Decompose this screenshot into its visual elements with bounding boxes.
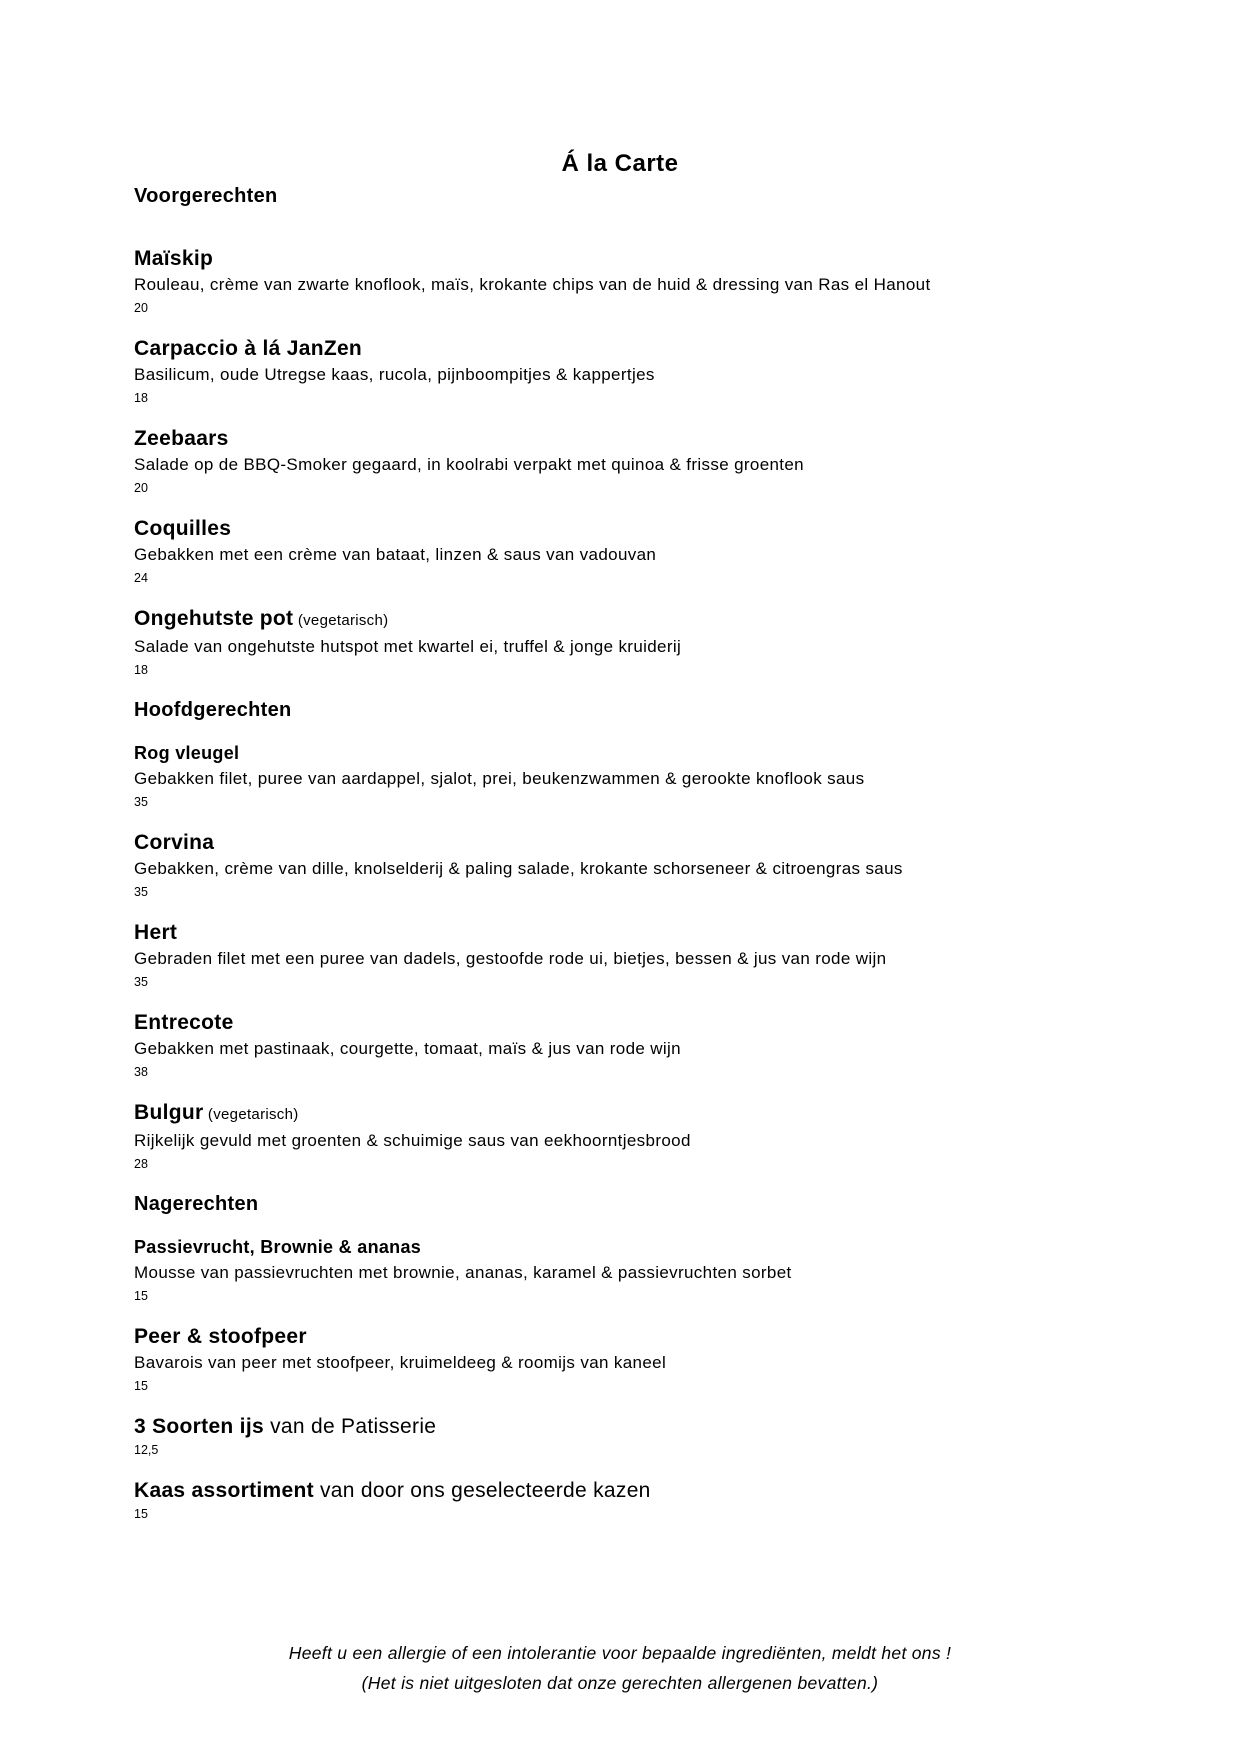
item-price: 35 [134, 885, 148, 899]
item-name [134, 1010, 1106, 1036]
section-items [134, 740, 1106, 1174]
item-name-bold: Passievrucht, Brownie & ananas [134, 1237, 422, 1257]
allergy-notice [0, 1638, 1240, 1698]
item-name-bold: Hert [134, 921, 178, 944]
section-heading: Hoofdgerechten [134, 699, 292, 721]
item-name [134, 1414, 1106, 1440]
item-price: 15 [134, 1507, 148, 1521]
item-description: Salade op de BBQ-Smoker gegaard, in koolrabi verpakt met quinoa & frisse groenten [134, 455, 804, 474]
item-name-suffix: van door ons geselecteerde kazen [313, 1479, 651, 1502]
menu-item [134, 920, 1106, 992]
item-price: 28 [134, 1157, 148, 1171]
section-items [134, 246, 1106, 680]
menu-item [134, 606, 1106, 680]
item-name [134, 1234, 1106, 1260]
item-name [134, 336, 1106, 362]
item-name-bold: Entrecote [134, 1011, 234, 1034]
menu-item [134, 1324, 1106, 1396]
item-price: 38 [134, 1065, 148, 1079]
item-name-bold: 3 Soorten ijs [134, 1415, 264, 1438]
item-price: 15 [134, 1379, 148, 1393]
item-vegetarian-note: (vegetarisch) [203, 1106, 299, 1123]
item-price: 24 [134, 571, 148, 585]
menu-item [134, 740, 1106, 812]
menu-item [134, 1478, 1106, 1524]
menu-item [134, 1100, 1106, 1174]
item-name [134, 606, 1106, 634]
menu-section [134, 698, 1106, 1174]
item-name [134, 516, 1106, 542]
item-name [134, 920, 1106, 946]
item-price: 35 [134, 975, 148, 989]
item-name-bold: Maïskip [134, 247, 214, 270]
item-description: Gebakken met pastinaak, courgette, tomaat, maïs & jus van rode wijn [134, 1039, 681, 1058]
item-description: Rouleau, crème van zwarte knoflook, maïs, krokante chips van de huid & dressing van Ras el Hanout [134, 275, 931, 294]
item-description: Basilicum, oude Utregse kaas, rucola, pijnboompitjes & kappertjes [134, 365, 655, 384]
item-description: Gebakken met een crème van bataat, linzen & saus van vadouvan [134, 545, 657, 564]
allergy-notice-line1: Heeft u een allergie of een intolerantie voor bepaalde ingrediënten, meldt het ons ! [288, 1643, 952, 1663]
item-name [134, 1324, 1106, 1350]
page-title: Á la Carte [561, 150, 679, 177]
item-name [134, 1100, 1106, 1128]
item-name [134, 830, 1106, 856]
item-name-suffix: van de Patisserie [263, 1415, 437, 1438]
item-name-bold: Peer & stoofpeer [134, 1325, 307, 1348]
item-vegetarian-note: (vegetarisch) [293, 612, 389, 629]
item-price: 20 [134, 301, 148, 315]
item-price: 12,5 [134, 1443, 159, 1457]
section-heading: Nagerechten [134, 1193, 259, 1215]
item-description: Salade van ongehutste hutspot met kwartel ei, truffel & jonge kruiderij [134, 637, 682, 656]
item-name-bold: Bulgur [134, 1101, 204, 1124]
item-name-bold: Carpaccio à lá JanZen [134, 337, 363, 360]
item-price: 20 [134, 481, 148, 495]
menu-item [134, 1234, 1106, 1306]
item-name-bold: Coquilles [134, 517, 232, 540]
section-heading: Voorgerechten [134, 185, 278, 207]
item-price: 35 [134, 795, 148, 809]
item-description: Rijkelijk gevuld met groenten & schuimige saus van eekhoorntjesbrood [134, 1131, 691, 1150]
item-name [134, 246, 1106, 272]
menu-sections [134, 184, 1106, 1524]
item-name-bold: Ongehutste pot [134, 607, 294, 630]
item-name-bold: Zeebaars [134, 427, 229, 450]
section-items [134, 1234, 1106, 1524]
item-name [134, 1478, 1106, 1504]
menu-item [134, 426, 1106, 498]
item-price: 15 [134, 1289, 148, 1303]
allergy-notice-line2: (Het is niet uitgesloten dat onze gerechten allergenen bevatten.) [361, 1673, 879, 1693]
item-name-bold: Rog vleugel [134, 743, 240, 763]
menu-item [134, 1010, 1106, 1082]
item-name-bold: Corvina [134, 831, 215, 854]
item-description: Gebakken, crème van dille, knolselderij & paling salade, krokante schorseneer & citroengras saus [134, 859, 903, 878]
item-description: Bavarois van peer met stoofpeer, kruimeldeeg & roomijs van kaneel [134, 1353, 667, 1372]
item-name [134, 426, 1106, 452]
menu-item [134, 830, 1106, 902]
menu-item [134, 1414, 1106, 1460]
item-description: Gebraden filet met een puree van dadels, gestoofde rode ui, bietjes, bessen & jus van rode wijn [134, 949, 887, 968]
menu-section [134, 184, 1106, 680]
menu-section [134, 1192, 1106, 1524]
item-description: Gebakken filet, puree van aardappel, sjalot, prei, beukenzwammen & gerookte knoflook saus [134, 769, 865, 788]
item-price: 18 [134, 391, 148, 405]
item-name-bold: Kaas assortiment [134, 1479, 314, 1502]
item-price: 18 [134, 663, 148, 677]
menu-item [134, 336, 1106, 408]
item-name [134, 740, 1106, 766]
menu-item [134, 516, 1106, 588]
item-description: Mousse van passievruchten met brownie, ananas, karamel & passievruchten sorbet [134, 1263, 792, 1282]
menu-item [134, 246, 1106, 318]
